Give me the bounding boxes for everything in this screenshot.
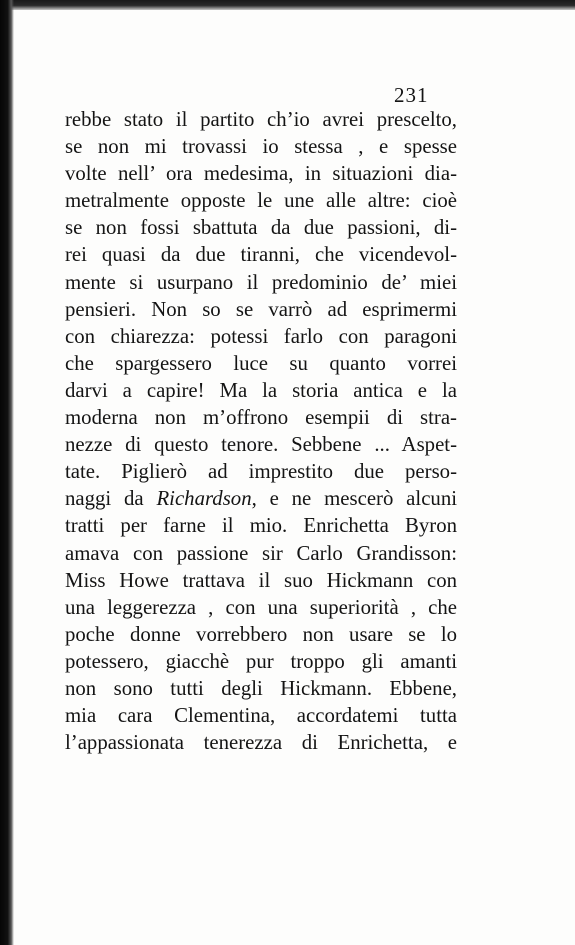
text-line: darvi a capire! Ma la storia antica e la: [65, 378, 457, 402]
page-number: 231: [394, 83, 429, 107]
text-line: pensieri. Non so se varrò ad esprimermi: [65, 297, 457, 321]
text-line: rebbe stato il partito ch’io avrei prescelto,: [65, 108, 457, 131]
text-line: naggi da Richardson, e ne mescerò alcuni: [65, 487, 457, 511]
text-line: se non fossi sbattuta da due passioni, di-: [65, 216, 457, 240]
text-line: metralmente opposte le une alle altre: cioè: [65, 189, 457, 213]
text-line: tate. Piglierò ad imprestito due perso-: [65, 460, 457, 484]
text-line: poche donne vorrebbero non usare se lo: [65, 622, 457, 646]
text-line: volte nell’ ora medesima, in situazioni dia-: [65, 162, 457, 186]
text-line: Miss Howe trattava il suo Hickmann con: [65, 568, 457, 592]
text-line: non sono tutti degli Hickmann. Ebbene,: [65, 676, 457, 700]
text-line: che spargessero luce su quanto vorrei: [65, 351, 457, 375]
italic-name: Richardson: [156, 487, 252, 511]
text-line: l’appassionata tenerezza di Enrichetta, e: [65, 731, 457, 755]
body-text: [65, 106, 457, 756]
text-line: con chiarezza: potessi farlo con paragoni: [65, 324, 457, 348]
text-line: amava con passione sir Carlo Grandisson:: [65, 541, 457, 565]
text-line: moderna non m’offrono esempii di stra-: [65, 406, 457, 430]
text-line: tratti per farne il mio. Enrichetta Byron: [65, 514, 457, 538]
text-line: se non mi trovassi io stessa , e spesse: [65, 135, 457, 159]
text-line: nezze di questo tenore. Sebbene ... Aspet-: [65, 433, 457, 457]
text-line: una leggerezza , con una superiorità , che: [65, 595, 457, 619]
text-line: rei quasi da due tiranni, che vicendevol-: [65, 243, 457, 267]
text-line: potessero, giacchè pur troppo gli amanti: [65, 649, 457, 673]
page-top-edge: [0, 0, 575, 10]
text-line: mia cara Clementina, accordatemi tutta: [65, 704, 457, 728]
binding-spine-shadow: [0, 0, 14, 945]
text-line: mente si usurpano il predominio de’ miei: [65, 270, 457, 294]
